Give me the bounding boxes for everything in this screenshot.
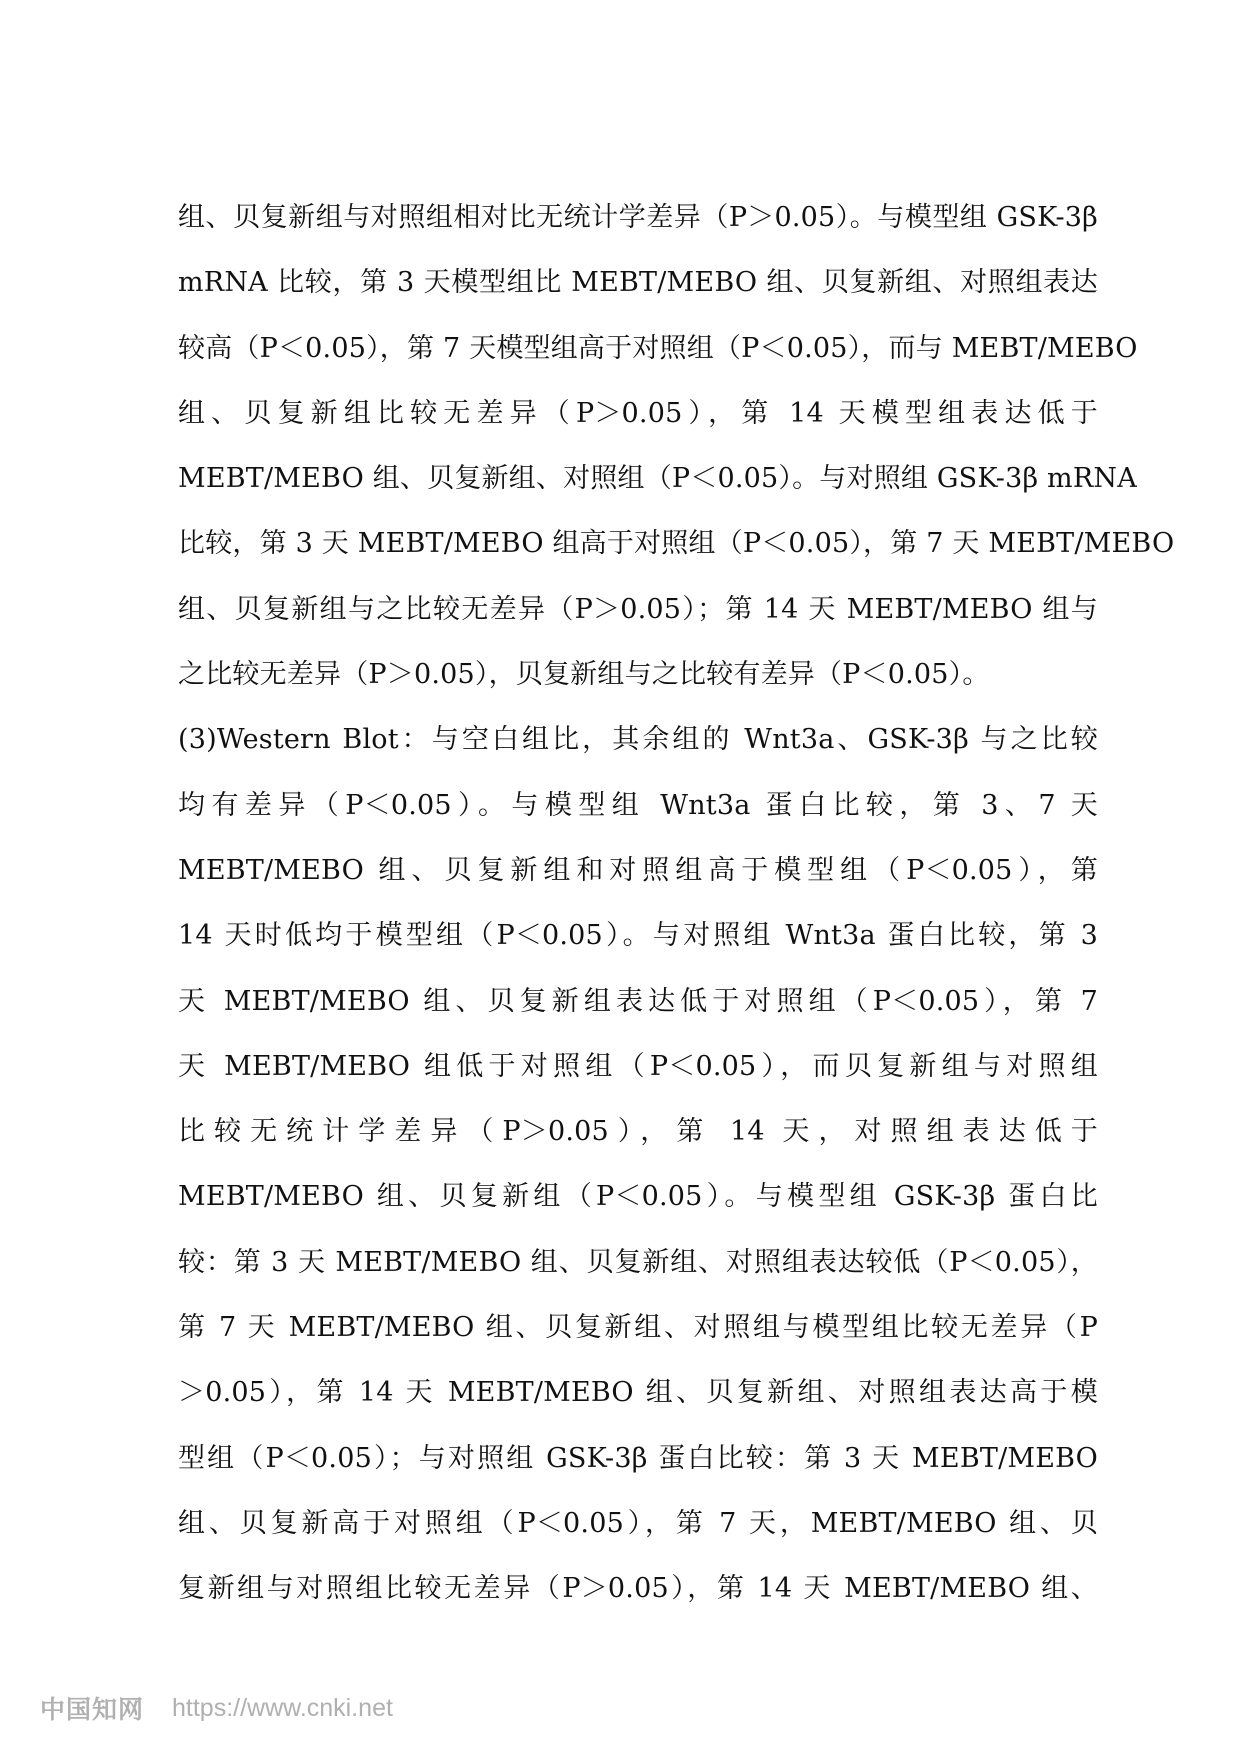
- text-line: 之比较无差异（P＞0.05），贝复新组与之比较有差异（P＜0.05）。: [178, 659, 990, 691]
- text-line: 第 7 天 MEBT/MEBO 组、贝复新组、对照组与模型组比较无差异（P: [178, 1312, 1098, 1344]
- text-line: 型组（P＜0.05）；与对照组 GSK-3β 蛋白比较：第 3 天 MEBT/MEBO: [178, 1442, 1098, 1474]
- text-line: 组、贝复新组与对照组相对比无统计学差异（P＞0.05）。与模型组 GSK-3β: [178, 202, 1098, 233]
- text-line: 天 MEBT/MEBO 组低于对照组（P＜0.05），而贝复新组与对照组: [178, 1050, 1098, 1082]
- text-line: 14 天时低均于模型组（P＜0.05）。与对照组 Wnt3a 蛋白比较，第 3: [178, 920, 1098, 952]
- text-line: MEBT/MEBO 组、贝复新组（P＜0.05）。与模型组 GSK-3β 蛋白比: [178, 1181, 1098, 1213]
- body-text: [178, 185, 1175, 1622]
- footer-watermark: [40, 1688, 393, 1728]
- text-line: 比较，第 3 天 MEBT/MEBO 组高于对照组（P＜0.05），第 7 天 MEBT/MEBO: [178, 528, 1175, 560]
- text-line: 组、贝复新组比较无差异（P＞0.05），第 14 天模型组表达低于: [178, 397, 1098, 429]
- text-line: MEBT/MEBO 组、贝复新组和对照组高于模型组（P＜0.05），第: [178, 854, 1098, 886]
- text-line: 组、贝复新高于对照组（P＜0.05），第 7 天，MEBT/MEBO 组、贝: [178, 1507, 1098, 1539]
- text-line: 比较无统计学差异（P＞0.05），第 14 天，对照组表达低于: [178, 1116, 1098, 1148]
- footer-url: https://www.cnki.net: [172, 1693, 393, 1722]
- text-line: mRNA 比较，第 3 天模型组比 MEBT/MEBO 组、贝复新组、对照组表达: [178, 267, 1098, 299]
- text-line: 较高（P＜0.05），第 7 天模型组高于对照组（P＜0.05），而与 MEBT/MEBO: [178, 332, 1138, 364]
- text-line: 天 MEBT/MEBO 组、贝复新组表达低于对照组（P＜0.05），第 7: [178, 985, 1098, 1017]
- text-line: 较：第 3 天 MEBT/MEBO 组、贝复新组、对照组表达较低（P＜0.05），: [178, 1246, 1098, 1278]
- text-line: MEBT/MEBO 组、贝复新组、对照组（P＜0.05）。与对照组 GSK-3β mRNA: [178, 463, 1137, 495]
- text-line: 复新组与对照组比较无差异（P＞0.05），第 14 天 MEBT/MEBO 组、: [178, 1573, 1098, 1605]
- text-line: (3)Western Blot：与空白组比，其余组的 Wnt3a、GSK-3β 与之比较: [178, 724, 1098, 756]
- text-line: 均有差异（P＜0.05）。与模型组 Wnt3a 蛋白比较，第 3、7 天: [178, 789, 1098, 821]
- cnki-logo: 中国知网: [40, 1695, 145, 1724]
- text-line: 组、贝复新组与之比较无差异（P＞0.05）；第 14 天 MEBT/MEBO 组与: [178, 593, 1098, 625]
- text-line: ＞0.05），第 14 天 MEBT/MEBO 组、贝复新组、对照组表达高于模: [178, 1377, 1098, 1409]
